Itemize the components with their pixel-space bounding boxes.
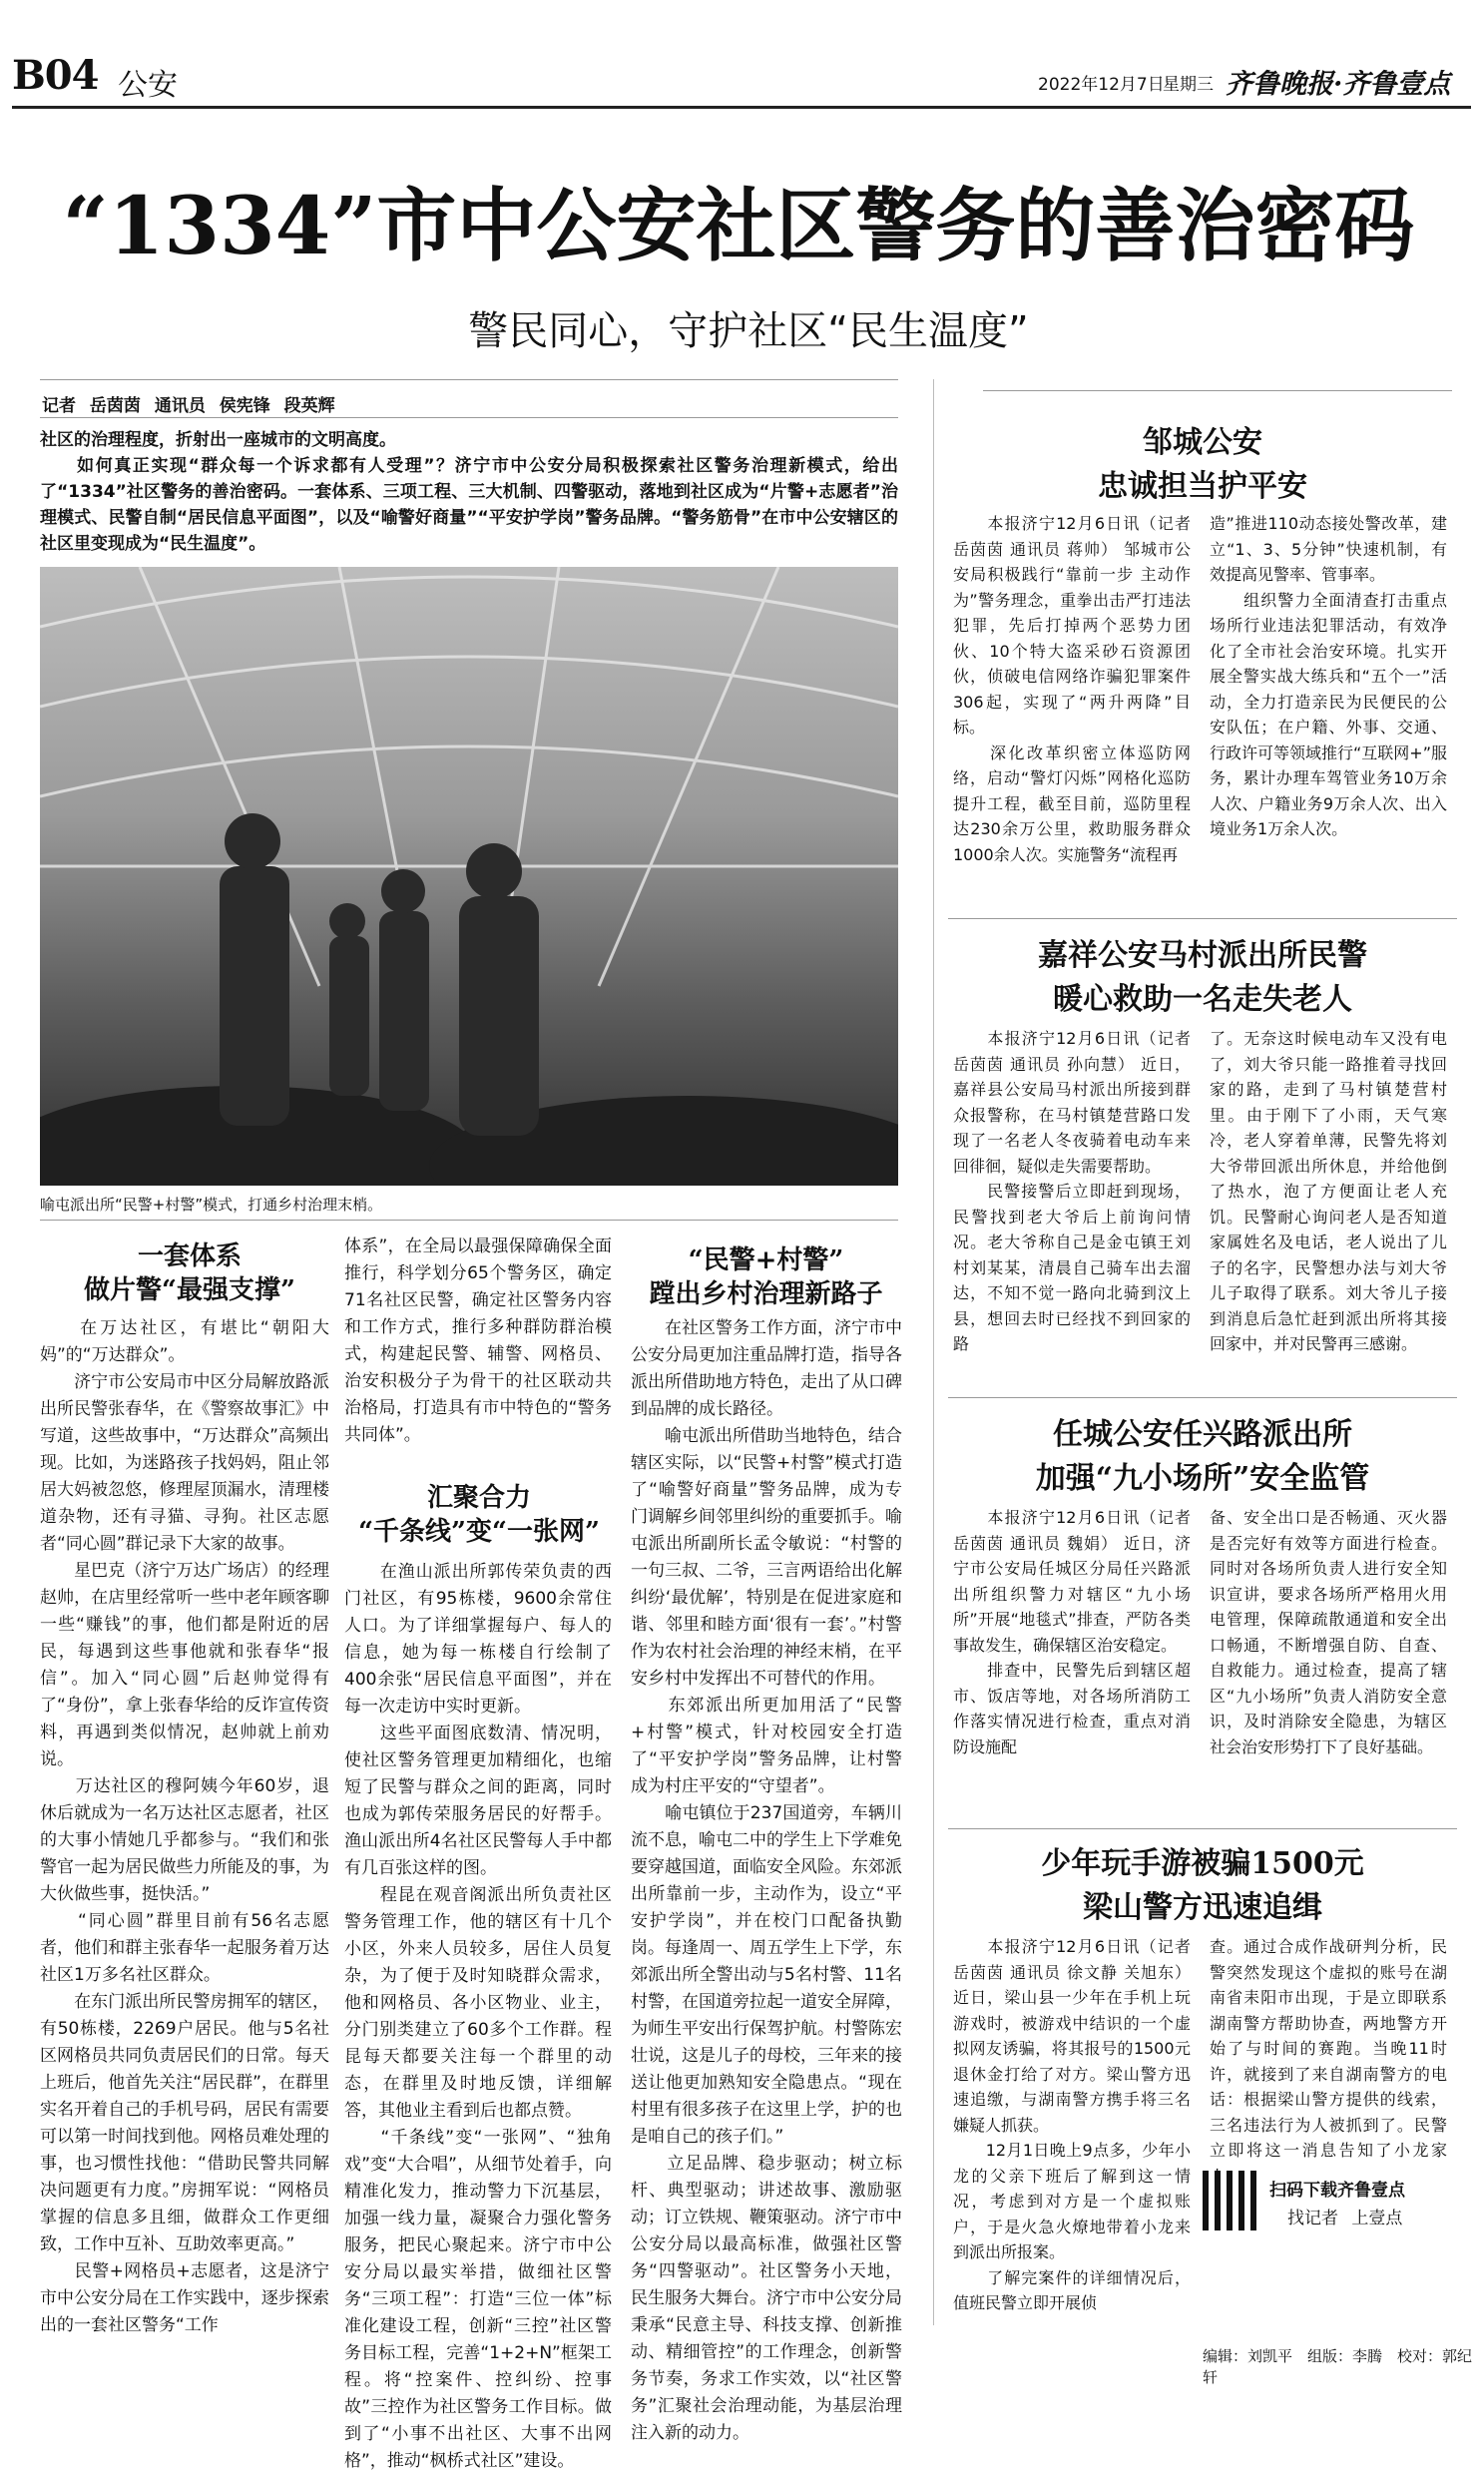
side4-heading2: 梁山警方迅速追缉 [1083,1890,1322,1925]
section3-body: 在社区警务工作方面，济宁市中公安分局更加注重品牌打造，指导各派出所借助地方特色，走出了从口碑到品牌的成长路径。 喻屯派出所借助当地特色，结合辖区实际，以“民警+村警”模式打造了“喻警好商量”警务品牌，成为专门调解乡间邻里纠纷的重要抓手。喻屯派出所副所长孟令敏说：“村警的一句三叔、二爷，三言两语给出化解纠纷‘最优解’，特别是在促进家庭和谐、邻里和睦方面‘很有一套’。”村警作为农村社会治理的神经末梢，在平安乡村中发挥出不可替代的作用。 东郊派出所更加用活了“民警+村警”模式，针对校园安全打造了“平安护学岗”警务品牌，让村警成为村庄平安的“守望者”。 喻屯镇位于237国道旁，车辆川流不息，喻屯二中的学生上下学难免要穿越国道，面临安全风险。东郊派出所靠前一步，主动作为，设立“平安护学岗”，并在校门口配备执勤岗。每逢周一、周五学生上下学，东郊派出所全警出动与5名村警、11名村警，在国道旁拉起一道安全屏障，为师生平安出行保驾护航。村警陈宏壮说，这是儿子的母校，三年来的接送让他更加熟知安全隐患点。“现在村里有很多孩子在这里上学，护的也是咱自己的孩子们。” 立足品牌、稳步驱动；树立标杆、典型驱动；讲述故事、激励驱动；订立铁规、鞭策驱动。济宁市中公安分局以最高标准，做强社区警务“四警驱动”。社区警务小天地，民生服务大舞台。济宁市中公安分局秉承“民意主导、科技支撑、创新推动、精细管控”的工作理念，创新警务节奏，务求工作实效，以“社区警务”汇聚社会治理动能，为基层治理注入新的动力。 [631,1318,902,2443]
side2-rule [948,1397,1457,1398]
side3-body-right: 备、安全出口是否畅通、灭火器是否完好有效等方面进行检查。同时对各场所负责人进行安全知识宣讲，要求各场所严格用火用电管理，保障疏散通道和安全出口畅通，不断增强自防、自查、自救能力。通过检查，提高了辖区“九小场所”负责人消防安全意识，及时消除安全隐患，为辖区社会治安形势打下了良好基础。 [1210,1508,1447,1756]
section3-heading1: “民警+村警” [688,1245,844,1275]
lead-paragraph: 社区的治理程度，折射出一座城市的文明高度。 如何真正实现“群众每一个诉求都有人受理”？济宁市中公安分局积极探索社区警务治理新模式，给出了“1334”社区警务的善治密码。一套体系、三项工程、三大机制、四警驱动，落地到社区成为“片警+志愿者”治理模式、民警自制“居民信息平面图”，以及“喻警好商量”“平安护学岗”警务品牌。“警务筋骨”在市中公安辖区的社区里变现成为“民生温度”。 [40,430,898,554]
byline-rule-left [40,379,898,380]
column-divider [933,379,934,2325]
section1-heading1: 一套体系 [137,1241,242,1271]
section1-heading2: 做片警“最强支撑” [84,1275,295,1305]
paper-logo: 齐鲁晚报·齐鲁壹点 [1226,69,1451,100]
side3-body-left: 本报济宁12月6日讯（记者 岳茵茵 通讯员 魏娟） 近日，济宁市公安局任城区分局任兴路派出所组织警力对辖区“九小场所”开展“地毯式”排查，严防各类事故发生，确保辖区治安稳定。 排查中，民警先后到辖区超市、饭店等地，对各场所消防工作落实情况进行检查，重点对消防设施配 [953,1508,1191,1756]
side1-heading1: 邹城公安 [1143,425,1262,460]
caption-rule [40,1220,898,1221]
section2-pre: 体系”，在全局以最强保障确保全面推行，科学划分65个警务区，确定71名社区民警，确定社区警务内容和工作方式，推行多种群防群治模式，构建起民警、辅警、网格员、治安积极分子为骨干的社区联动共治格局，打造具有市中特色的“警务共同体”。 [344,1237,612,1445]
issue-weekday: 星期三 [1163,75,1214,95]
side2-heading1: 嘉祥公安马村派出所民警 [1038,938,1367,973]
side3-rule [948,1828,1457,1829]
qr-code-icon[interactable] [1203,2171,1262,2230]
issue-date: 2022年12月7日 [1038,75,1165,95]
footer-credits: 编辑：刘凯平 组版：李腾 校对：郭纪轩 [1203,2347,1473,2386]
section2-body: 在渔山派出所郭传荣负责的西门社区，有95栋楼，9600余常住人口。为了详细掌握每户、每人的信息，她为每一栋楼自行绘制了400余张“居民信息平面图”，并在每一次走访中实时更新。 这些平面图底数清、情况明，使社区警务管理更加精细化，也缩短了民警与群众之间的距离，同时也成为郭传荣服务居民的好帮手。渔山派出所4名社区民警每人手中都有几百张这样的图。 程昆在观音阁派出所负责社区警务管理工作，他的辖区有十几个小区，外来人员较多，居住人员复杂，为了便于及时知晓群众需求，他和网格员、各小区物业、业主，分门别类建立了60多个工作群。程昆每天都要关注每一个群里的动态，在群里及时地反馈，详细解答，其他业主看到后也都点赞。 “千条线”变“一张网”、“独角戏”变“大合唱”，从细节处着手，向精准化发力，推动警力下沉基层，加强一线力量，凝聚合力强化警务服务，把民心聚起来。济宁市中公安分局以最实举措，做细社区警务“三项工程”：打造“三位一体”标准化建设工程，创新“三控”社区警务目标工程，完善“1+2+N”框架工程。将“控案件、控纠纷、控事故”三控作为社区警务工作目标。做到了“小事不出社区、大事不出网格”，推动“枫桥式社区”建设。 [344,1562,612,2471]
side2-body-right: 了。无奈这时候电动车又没有电了，刘大爷只能一路推着寻找回家的路，走到了马村镇楚营村里。由于刚下了小雨，天气寒冷，老人穿着单薄，民警先将刘大爷带回派出所休息，并给他倒了热水，泡了方便面让老人充饥。民警耐心询问老人是否知道家属姓名及电话，老人说出了儿子的名字，民警想办法与刘大爷儿子取得了联系。刘大爷儿子接到消息后急忙赶到派出所将其接回家中，并对民警再三感谢。 [1210,1029,1447,1353]
side4-heading1: 少年玩手游被骗1500元 [1041,1846,1364,1881]
photo-caption: 喻屯派出所“民警+村警”模式，打通乡村治理末梢。 [40,1196,383,1214]
byline-rule-right [983,390,1452,391]
side1-rule [948,918,1457,919]
feature-photo [40,567,898,1186]
byline: 记者 岳茵茵 通讯员 侯宪锋 段英辉 [42,396,335,416]
side2-body-left: 本报济宁12月6日讯（记者 岳茵茵 通讯员 孙向慧） 近日，嘉祥县公安局马村派出所接到群众报警称，在马村镇楚营路口发现了一名老人冬夜骑着电动车来回徘徊，疑似走失需要帮助。 民警接警后立即赶到现场，民警找到老大爷后上前询问情况。老大爷称自己是金屯镇王刘村刘某某，清晨自己骑车出去溜达，不知不觉一路向北骑到汶上县，想回去时已经找不到回家的路 [953,1029,1191,1353]
section2-heading2: “千条线”变“一张网” [358,1517,600,1547]
side1-heading2: 忠诚担当护平安 [1098,469,1307,504]
masthead-rule [12,106,1471,109]
side1-body-right: 造”推进110动态接处警改革，建立“1、3、5分钟”快速机制，有效提高见警率、管事率。 组织警力全面清查打击重点场所行业违法犯罪活动，有效净化了全市社会治安环境。扎实开展全警实战大练兵和“五个一”活动，全力打造亲民为民便民的公安队伍；在户籍、外事、交通、行政许可等领域推行“互联网+”服务，累计办理车驾管业务10万余人次、户籍业务9万余人次、出入境业务1万余人次。 [1210,514,1447,838]
section1-body: 在万达社区，有堪比“朝阳大妈”的“万达群众”。 济宁市公安局市中区分局解放路派出所民警张春华，在《警察故事汇》中写道，这些故事中，“万达群众”高频出现。比如，为迷路孩子找妈妈，阻止邻居大妈被忽悠，修理屋顶漏水，清理楼道杂物，还有寻猫、寻狗。社区志愿者“同心圆”群记录下大家的故事。 星巴克（济宁万达广场店）的经理赵帅，在店里经常听一些中老年顾客聊一些“赚钱”的事，他们都是附近的居民，每遇到这些事他就和张春华“报信”。加入“同心圆”后赵帅觉得有了“身份”，拿上张春华给的反诈宣传资料，再遇到类似情况，赵帅就上前劝说。 万达社区的穆阿姨今年60岁，退休后就成为一名万达社区志愿者，社区的大事小情她几乎都参与。“我们和张警官一起为居民做些力所能及的事，为大伙做些事，挺快活。” “同心圆”群里目前有56名志愿者，他们和群主张春华一起服务着万达社区1万多名社区群众。 在东门派出所民警房拥军的辖区，有50栋楼，2269户居民。他与5名社区网格员共同负责居民们的日常。每天上班后，他首先关注“居民群”，在群里实名开着自己的手机号码，居民有需要可以第一时间找到他。网格员难处理的事，也习惯性找他：“借助民警共同解决问题更有力度。”房拥军说：“网格员掌握的信息多且细，做群众工作更细致，工作中互补、互助效率更高。” 民警+网格员+志愿者，这是济宁市中公安分局在工作实践中，逐步探索出的一套社区警务“工作 [40,1318,329,2335]
side3-heading1: 任城公安任兴路派出所 [1053,1417,1352,1452]
section3-heading2: 蹚出乡村治理新路子 [649,1279,883,1309]
main-subtitle: 警民同心，守护社区“民生温度” [468,308,1029,354]
greenhouse-scene [40,567,898,1186]
side1-body-left: 本报济宁12月6日讯（记者 岳茵茵 通讯员 蒋帅） 邹城市公安局积极践行“靠前一步 主动作为”警务理念，重拳出击严打违法犯罪，先后打掉两个恶势力团伙、10个特大盗采砂石资源团伙，侦破电信网络诈骗犯罪案件306起，实现了“两升两降”目标。 深化改革织密立体巡防网络，启动“警灯闪烁”网格化巡防提升工程，截至目前，巡防里程达230余万公里，救助服务群众1000余人次。实施警务“流程再 [953,514,1191,864]
side3-heading2: 加强“九小场所”安全监管 [1035,1461,1370,1496]
side4-body-left: 本报济宁12月6日讯（记者 岳茵茵 通讯员 徐文静 关旭东） 近日，梁山县一少年在手机上玩游戏时，被游戏中结识的一个虚拟网友诱骗，将其报号的1500元退休金打给了对方。梁山警方迅速追缴，与湖南警方携手将三名嫌疑人抓获。 12月1日晚上9点多，少年小龙的父亲下班后了解到这一情况，考虑到对方是一个虚拟账户，于是火急火燎地带着小龙来到派出所报案。 了解完案件的详细情况后，值班民警立即开展侦 [953,1937,1191,2312]
side2-heading2: 暖心救助一名走失老人 [1053,982,1352,1017]
section2-heading1: 汇聚合力 [426,1483,531,1513]
page-code: B04 [12,52,99,99]
section-label: 公安 [118,68,178,103]
qr-label: 扫码下载齐鲁壹点 [1269,2181,1405,2201]
main-title: “1334”市中公安社区警务的善治密码 [62,179,1415,272]
side4-body-right: 查。通过合成作战研判分析，民警突然发现这个虚拟的账号在湖南省耒阳市出现，于是立即联系湖南警方帮助协查，两地警方开始了与时间的赛跑。当晚11时许，就接到了来自湖南警方的电话：根据梁山警方提供的线索，三名违法行为人被抓到了。民警立即将这一消息告知了小龙家 [1210,1937,1447,2160]
qr-sublabel: 找记者 上壹点 [1287,2209,1403,2228]
byline-rule-bottom [40,417,898,418]
